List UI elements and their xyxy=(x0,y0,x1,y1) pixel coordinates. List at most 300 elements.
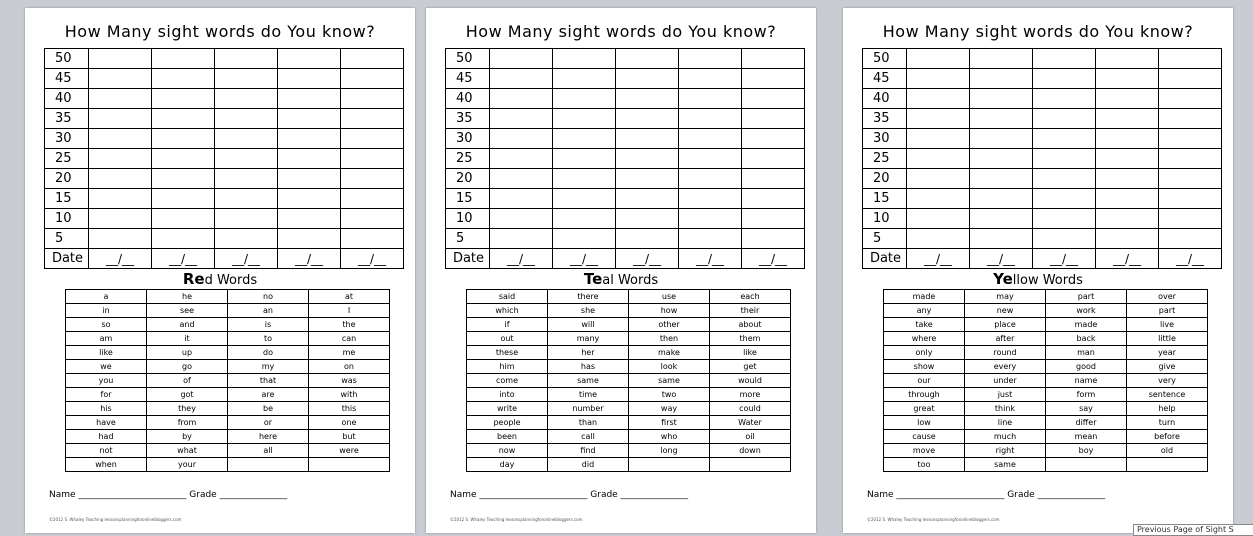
copyright-text: ©2012 S. Whaley Teaching lessonsplanningforonlinebloggers.com xyxy=(450,517,583,522)
date-cell[interactable]: __/__ xyxy=(215,249,278,269)
date-cell[interactable]: __/__ xyxy=(341,249,404,269)
word-cell: so xyxy=(66,318,147,332)
chart-cell[interactable] xyxy=(215,189,278,209)
chart-cell[interactable] xyxy=(1159,209,1222,229)
date-cell[interactable]: __/__ xyxy=(907,249,970,269)
chart-cell[interactable] xyxy=(742,209,805,229)
chart-cell[interactable] xyxy=(1159,129,1222,149)
word-cell: call xyxy=(548,430,629,444)
chart-row xyxy=(45,169,404,189)
chart-cell[interactable] xyxy=(1159,189,1222,209)
chart-cell[interactable] xyxy=(616,149,679,169)
word-cell: same xyxy=(629,374,710,388)
chart-cell[interactable] xyxy=(1096,49,1159,69)
chart-cell[interactable] xyxy=(907,49,970,69)
sight-word-table xyxy=(883,289,1208,472)
chart-cell[interactable] xyxy=(742,109,805,129)
chart-row xyxy=(446,149,805,169)
chart-cell[interactable] xyxy=(215,69,278,89)
chart-cell[interactable] xyxy=(970,149,1033,169)
chart-cell[interactable] xyxy=(553,129,616,149)
chart-cell[interactable] xyxy=(215,129,278,149)
word-cell: my xyxy=(228,360,309,374)
word-cell: give xyxy=(1127,360,1208,374)
word-cell: or xyxy=(228,416,309,430)
chart-cell[interactable] xyxy=(616,129,679,149)
name-grade-line[interactable]: Name ________________________ Grade _______________ xyxy=(49,490,288,500)
chart-cell[interactable] xyxy=(1033,209,1096,229)
chart-cell[interactable] xyxy=(1096,89,1159,109)
chart-row xyxy=(446,189,805,209)
word-cell xyxy=(1127,458,1208,472)
chart-cell[interactable] xyxy=(907,89,970,109)
chart-row xyxy=(863,49,1222,69)
word-cell: like xyxy=(66,346,147,360)
word-cell: on xyxy=(309,360,390,374)
chart-cell[interactable] xyxy=(742,89,805,109)
chart-cell[interactable] xyxy=(490,189,553,209)
chart-row xyxy=(446,129,805,149)
progress-chart xyxy=(44,48,404,269)
chart-cell[interactable] xyxy=(152,209,215,229)
chart-cell[interactable] xyxy=(616,109,679,129)
chart-cell[interactable] xyxy=(341,209,404,229)
word-cell: work xyxy=(1046,304,1127,318)
chart-cell[interactable] xyxy=(553,209,616,229)
chart-cell[interactable] xyxy=(89,229,152,249)
word-cell: their xyxy=(710,304,791,318)
word-row xyxy=(884,332,1208,346)
chart-cell[interactable] xyxy=(1033,49,1096,69)
word-cell: have xyxy=(66,416,147,430)
chart-row xyxy=(863,229,1222,249)
chart-cell[interactable] xyxy=(89,109,152,129)
chart-cell[interactable] xyxy=(970,229,1033,249)
date-cell[interactable]: __/__ xyxy=(742,249,805,269)
chart-cell[interactable] xyxy=(1159,109,1222,129)
chart-cell[interactable] xyxy=(679,129,742,149)
chart-cell[interactable] xyxy=(970,109,1033,129)
word-cell: man xyxy=(1046,346,1127,360)
chart-cell[interactable] xyxy=(1033,69,1096,89)
chart-cell[interactable] xyxy=(152,109,215,129)
word-cell: he xyxy=(147,290,228,304)
word-cell: line xyxy=(965,416,1046,430)
word-row xyxy=(884,388,1208,402)
word-list-title-rest: d Words xyxy=(204,273,258,288)
word-cell xyxy=(228,458,309,472)
chart-cell[interactable] xyxy=(278,89,341,109)
word-cell: and xyxy=(147,318,228,332)
word-cell: here xyxy=(228,430,309,444)
chart-level-label: 20 xyxy=(446,169,490,189)
chart-cell[interactable] xyxy=(1159,169,1222,189)
chart-cell[interactable] xyxy=(907,109,970,129)
chart-cell[interactable] xyxy=(490,209,553,229)
chart-cell[interactable] xyxy=(907,209,970,229)
chart-cell[interactable] xyxy=(341,149,404,169)
date-cell[interactable]: __/__ xyxy=(553,249,616,269)
chart-cell[interactable] xyxy=(553,229,616,249)
name-grade-line[interactable]: Name ________________________ Grade _______________ xyxy=(450,490,689,500)
chart-cell[interactable] xyxy=(1096,129,1159,149)
word-cell: in xyxy=(66,304,147,318)
chart-cell[interactable] xyxy=(152,169,215,189)
word-cell: long xyxy=(629,444,710,458)
chart-cell[interactable] xyxy=(1159,69,1222,89)
chart-row xyxy=(863,189,1222,209)
chart-cell[interactable] xyxy=(970,129,1033,149)
word-cell: now xyxy=(467,444,548,458)
chart-cell[interactable] xyxy=(278,189,341,209)
word-row xyxy=(66,416,390,430)
date-cell[interactable]: __/__ xyxy=(1096,249,1159,269)
sheet-title: How Many sight words do You know? xyxy=(465,22,777,41)
chart-row xyxy=(863,89,1222,109)
chart-cell[interactable] xyxy=(553,89,616,109)
word-row xyxy=(467,374,791,388)
chart-cell[interactable] xyxy=(679,49,742,69)
word-cell: move xyxy=(884,444,965,458)
word-cell: of xyxy=(147,374,228,388)
chart-cell[interactable] xyxy=(616,49,679,69)
chart-cell[interactable] xyxy=(278,229,341,249)
date-cell[interactable]: __/__ xyxy=(490,249,553,269)
chart-level-label: 45 xyxy=(45,69,89,89)
chart-row xyxy=(446,229,805,249)
chart-cell[interactable] xyxy=(1096,169,1159,189)
word-cell: if xyxy=(467,318,548,332)
word-cell: into xyxy=(467,388,548,402)
chart-level-label: 15 xyxy=(446,189,490,209)
word-cell: from xyxy=(147,416,228,430)
chart-cell[interactable] xyxy=(1096,69,1159,89)
chart-row xyxy=(863,129,1222,149)
word-cell: no xyxy=(228,290,309,304)
chart-cell[interactable] xyxy=(970,209,1033,229)
chart-level-label: 25 xyxy=(45,149,89,169)
word-cell: could xyxy=(710,402,791,416)
chart-cell[interactable] xyxy=(490,229,553,249)
word-cell: do xyxy=(228,346,309,360)
word-row xyxy=(884,430,1208,444)
chart-cell[interactable] xyxy=(679,149,742,169)
chart-cell[interactable] xyxy=(742,69,805,89)
chart-level-label: 35 xyxy=(446,109,490,129)
date-cell[interactable]: __/__ xyxy=(616,249,679,269)
chart-cell[interactable] xyxy=(89,189,152,209)
word-cell: year xyxy=(1127,346,1208,360)
word-cell: me xyxy=(309,346,390,360)
chart-cell[interactable] xyxy=(907,69,970,89)
name-grade-line[interactable]: Name ________________________ Grade _______________ xyxy=(867,490,1106,500)
chart-cell[interactable] xyxy=(679,69,742,89)
word-row xyxy=(884,374,1208,388)
chart-cell[interactable] xyxy=(907,189,970,209)
chart-cell[interactable] xyxy=(553,109,616,129)
chart-cell[interactable] xyxy=(1033,169,1096,189)
chart-cell[interactable] xyxy=(970,89,1033,109)
word-row xyxy=(467,430,791,444)
chart-cell[interactable] xyxy=(490,69,553,89)
chart-level-label: 15 xyxy=(45,189,89,209)
word-row xyxy=(66,304,390,318)
copyright-text: ©2012 S. Whaley Teaching lessonsplanningforonlinebloggers.com xyxy=(49,517,182,522)
chart-cell[interactable] xyxy=(89,149,152,169)
chart-cell[interactable] xyxy=(490,89,553,109)
word-cell: is xyxy=(228,318,309,332)
word-cell: this xyxy=(309,402,390,416)
chart-cell[interactable] xyxy=(1159,149,1222,169)
chart-cell[interactable] xyxy=(490,49,553,69)
word-cell: right xyxy=(965,444,1046,458)
progress-chart xyxy=(862,48,1222,269)
word-cell: made xyxy=(884,290,965,304)
chart-cell[interactable] xyxy=(278,69,341,89)
chart-cell[interactable] xyxy=(215,149,278,169)
chart-row xyxy=(45,129,404,149)
chart-cell[interactable] xyxy=(341,189,404,209)
chart-row xyxy=(863,109,1222,129)
chart-cell[interactable] xyxy=(215,49,278,69)
word-row xyxy=(66,374,390,388)
chart-cell[interactable] xyxy=(907,149,970,169)
chart-cell[interactable] xyxy=(341,229,404,249)
word-row xyxy=(467,346,791,360)
word-cell: there xyxy=(548,290,629,304)
word-cell: the xyxy=(309,318,390,332)
chart-level-label: 40 xyxy=(446,89,490,109)
chart-cell[interactable] xyxy=(278,129,341,149)
date-label: Date xyxy=(446,249,490,269)
chart-cell[interactable] xyxy=(215,209,278,229)
chart-cell[interactable] xyxy=(278,169,341,189)
chart-cell[interactable] xyxy=(89,129,152,149)
word-cell: back xyxy=(1046,332,1127,346)
chart-cell[interactable] xyxy=(215,229,278,249)
chart-cell[interactable] xyxy=(1159,49,1222,69)
word-cell: are xyxy=(228,388,309,402)
chart-cell[interactable] xyxy=(907,169,970,189)
word-cell: time xyxy=(548,388,629,402)
chart-cell[interactable] xyxy=(1096,109,1159,129)
chart-cell[interactable] xyxy=(341,69,404,89)
chart-cell[interactable] xyxy=(553,149,616,169)
word-cell: any xyxy=(884,304,965,318)
chart-cell[interactable] xyxy=(1096,149,1159,169)
chart-level-label: 10 xyxy=(45,209,89,229)
date-cell[interactable]: __/__ xyxy=(1033,249,1096,269)
word-row xyxy=(467,416,791,430)
chart-cell[interactable] xyxy=(1033,189,1096,209)
chart-cell[interactable] xyxy=(1033,109,1096,129)
chart-cell[interactable] xyxy=(1033,149,1096,169)
word-row xyxy=(66,430,390,444)
chart-cell[interactable] xyxy=(89,49,152,69)
chart-level-label: 10 xyxy=(446,209,490,229)
chart-cell[interactable] xyxy=(679,89,742,109)
word-cell: through xyxy=(884,388,965,402)
chart-cell[interactable] xyxy=(490,109,553,129)
chart-cell[interactable] xyxy=(490,129,553,149)
word-cell: good xyxy=(1046,360,1127,374)
chart-cell[interactable] xyxy=(89,69,152,89)
word-row xyxy=(884,458,1208,472)
chart-row xyxy=(45,89,404,109)
word-row xyxy=(467,304,791,318)
word-cell: but xyxy=(309,430,390,444)
word-cell: will xyxy=(548,318,629,332)
chart-level-label: 40 xyxy=(45,89,89,109)
word-cell: two xyxy=(629,388,710,402)
chart-cell[interactable] xyxy=(742,129,805,149)
word-row xyxy=(467,360,791,374)
chart-cell[interactable] xyxy=(679,209,742,229)
chart-level-label: 20 xyxy=(863,169,907,189)
chart-cell[interactable] xyxy=(278,109,341,129)
word-row xyxy=(884,402,1208,416)
word-cell: place xyxy=(965,318,1046,332)
chart-cell[interactable] xyxy=(1159,229,1222,249)
word-cell: was xyxy=(309,374,390,388)
date-cell[interactable]: __/__ xyxy=(970,249,1033,269)
word-row xyxy=(884,290,1208,304)
word-cell: little xyxy=(1127,332,1208,346)
chart-level-label: 25 xyxy=(863,149,907,169)
chart-cell[interactable] xyxy=(553,189,616,209)
chart-cell[interactable] xyxy=(553,49,616,69)
chart-cell[interactable] xyxy=(616,69,679,89)
word-cell: about xyxy=(710,318,791,332)
chart-cell[interactable] xyxy=(152,69,215,89)
chart-cell[interactable] xyxy=(278,209,341,229)
word-row xyxy=(884,416,1208,430)
date-label: Date xyxy=(863,249,907,269)
date-cell[interactable]: __/__ xyxy=(89,249,152,269)
chart-cell[interactable] xyxy=(1096,189,1159,209)
chart-cell[interactable] xyxy=(1033,229,1096,249)
chart-cell[interactable] xyxy=(907,229,970,249)
chart-cell[interactable] xyxy=(341,49,404,69)
chart-cell[interactable] xyxy=(679,189,742,209)
date-cell[interactable]: __/__ xyxy=(679,249,742,269)
chart-cell[interactable] xyxy=(553,169,616,189)
chart-cell[interactable] xyxy=(152,129,215,149)
chart-cell[interactable] xyxy=(490,169,553,189)
chart-cell[interactable] xyxy=(1096,229,1159,249)
chart-cell[interactable] xyxy=(278,49,341,69)
date-cell[interactable]: __/__ xyxy=(152,249,215,269)
word-cell: see xyxy=(147,304,228,318)
word-cell: by xyxy=(147,430,228,444)
chart-cell[interactable] xyxy=(679,229,742,249)
sight-word-table xyxy=(466,289,791,472)
word-row xyxy=(884,304,1208,318)
chart-cell[interactable] xyxy=(278,149,341,169)
chart-cell[interactable] xyxy=(89,89,152,109)
chart-level-label: 20 xyxy=(45,169,89,189)
chart-cell[interactable] xyxy=(1159,89,1222,109)
chart-cell[interactable] xyxy=(616,209,679,229)
word-cell: when xyxy=(66,458,147,472)
chart-cell[interactable] xyxy=(679,169,742,189)
sheet-teal xyxy=(426,8,816,533)
word-cell: every xyxy=(965,360,1046,374)
chart-cell[interactable] xyxy=(553,69,616,89)
word-cell: her xyxy=(548,346,629,360)
chart-row xyxy=(446,109,805,129)
word-cell: up xyxy=(147,346,228,360)
word-cell: help xyxy=(1127,402,1208,416)
word-cell: each xyxy=(710,290,791,304)
chart-cell[interactable] xyxy=(970,69,1033,89)
chart-cell[interactable] xyxy=(907,129,970,149)
chart-cell[interactable] xyxy=(1096,209,1159,229)
word-row xyxy=(66,318,390,332)
word-cell: would xyxy=(710,374,791,388)
chart-cell[interactable] xyxy=(341,89,404,109)
chart-cell[interactable] xyxy=(742,229,805,249)
chart-cell[interactable] xyxy=(742,189,805,209)
word-row xyxy=(66,290,390,304)
date-cell[interactable]: __/__ xyxy=(1159,249,1222,269)
chart-cell[interactable] xyxy=(215,109,278,129)
chart-cell[interactable] xyxy=(616,229,679,249)
chart-cell[interactable] xyxy=(1033,89,1096,109)
word-row xyxy=(66,458,390,472)
chart-cell[interactable] xyxy=(970,189,1033,209)
chart-cell[interactable] xyxy=(970,49,1033,69)
chart-row xyxy=(446,49,805,69)
chart-cell[interactable] xyxy=(616,189,679,209)
chart-cell[interactable] xyxy=(152,149,215,169)
chart-cell[interactable] xyxy=(152,89,215,109)
chart-cell[interactable] xyxy=(152,49,215,69)
chart-cell[interactable] xyxy=(89,169,152,189)
date-cell[interactable]: __/__ xyxy=(278,249,341,269)
word-cell: an xyxy=(228,304,309,318)
chart-cell[interactable] xyxy=(616,89,679,109)
chart-row xyxy=(45,109,404,129)
word-list-title xyxy=(426,270,816,288)
word-list-title xyxy=(25,270,415,288)
chart-cell[interactable] xyxy=(152,189,215,209)
chart-row xyxy=(45,49,404,69)
word-cell: cause xyxy=(884,430,965,444)
chart-cell[interactable] xyxy=(341,109,404,129)
chart-cell[interactable] xyxy=(742,49,805,69)
chart-level-label: 10 xyxy=(863,209,907,229)
chart-cell[interactable] xyxy=(89,209,152,229)
word-cell: write xyxy=(467,402,548,416)
chart-cell[interactable] xyxy=(341,129,404,149)
chart-level-label: 30 xyxy=(863,129,907,149)
chart-cell[interactable] xyxy=(215,169,278,189)
chart-cell[interactable] xyxy=(679,109,742,129)
chart-cell[interactable] xyxy=(616,169,679,189)
chart-cell[interactable] xyxy=(742,149,805,169)
chart-cell[interactable] xyxy=(152,229,215,249)
chart-cell[interactable] xyxy=(742,169,805,189)
word-cell: same xyxy=(965,458,1046,472)
chart-cell[interactable] xyxy=(1033,129,1096,149)
chart-cell[interactable] xyxy=(215,89,278,109)
preview-tab[interactable]: Previous Page of Sight S xyxy=(1133,524,1253,536)
chart-cell[interactable] xyxy=(490,149,553,169)
sheet-yellow xyxy=(843,8,1233,533)
chart-cell[interactable] xyxy=(970,169,1033,189)
chart-cell[interactable] xyxy=(341,169,404,189)
